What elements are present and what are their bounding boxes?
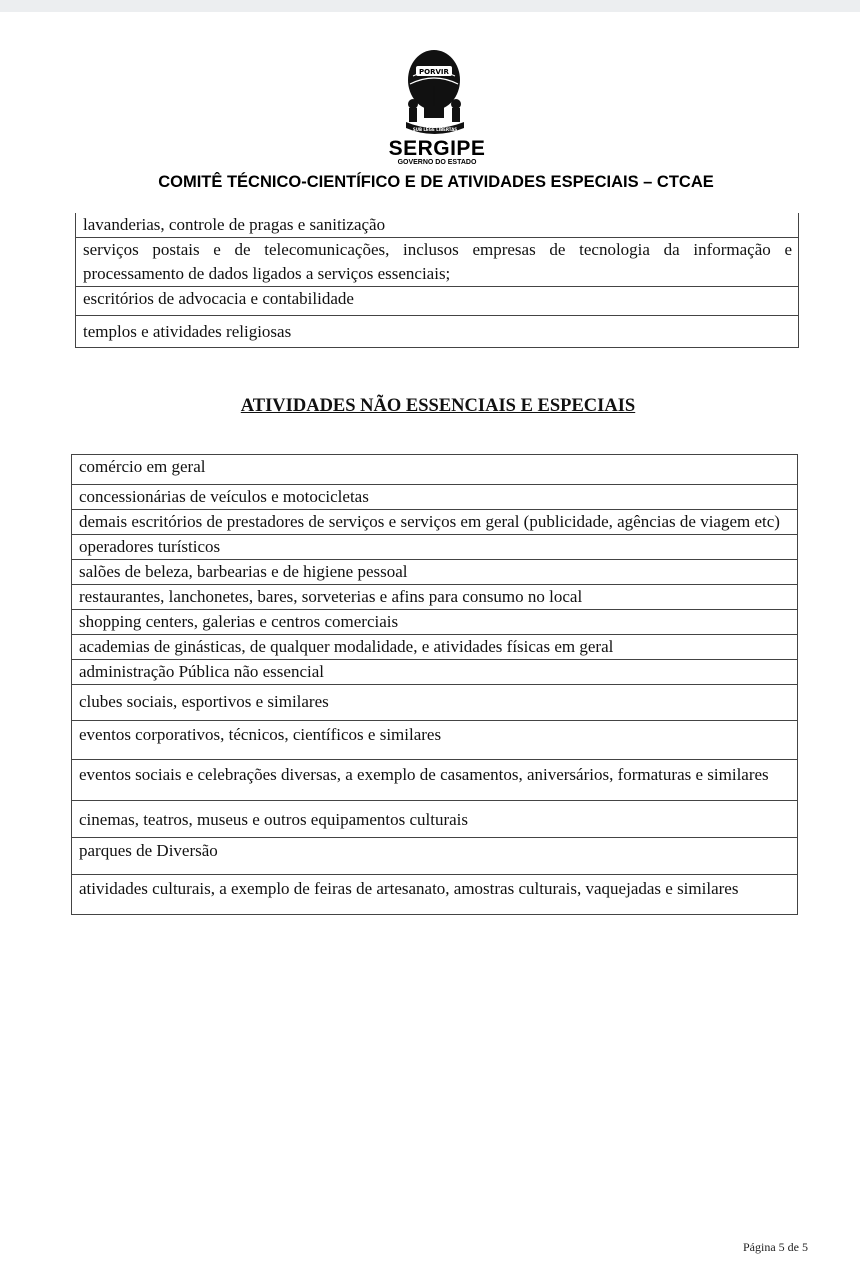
- table-cell: escritórios de advocacia e contabilidade: [76, 287, 799, 316]
- table-cell: serviços postais e de telecomunicações, inclusos empresas de tecnologia da informação e processamento de dados ligados a serviços essenciais;: [76, 238, 799, 287]
- table-row: [76, 238, 799, 287]
- table-row: [72, 485, 798, 510]
- table-cell: comércio em geral: [72, 455, 798, 485]
- table-row: [72, 560, 798, 585]
- table-row: [72, 801, 798, 838]
- table-row: [72, 685, 798, 721]
- brand-subtitle: GOVERNO DO ESTADO: [397, 159, 477, 166]
- table-row: [72, 838, 798, 875]
- table-cell: restaurantes, lanchonetes, bares, sorveterias e afins para consumo no local: [72, 585, 798, 610]
- table-cell: parques de Diversão: [72, 838, 798, 875]
- table-row: [72, 635, 798, 660]
- table-row: [72, 455, 798, 485]
- logo-motto: PORVIR: [419, 68, 449, 76]
- table-row: [72, 510, 798, 535]
- table-cell: cinemas, teatros, museus e outros equipamentos culturais: [72, 801, 798, 838]
- table-cell: operadores turísticos: [72, 535, 798, 560]
- page-number: Página 5 de 5: [743, 1240, 808, 1254]
- essential-activities-table: [75, 213, 799, 348]
- table-row: [76, 316, 799, 348]
- table-row: [72, 610, 798, 635]
- table-cell: atividades culturais, a exemplo de feiras de artesanato, amostras culturais, vaquejadas e similares: [72, 875, 798, 915]
- table-cell: demais escritórios de prestadores de serviços e serviços em geral (publicidade, agências de viagem etc): [72, 510, 798, 535]
- table-row: [72, 721, 798, 760]
- section-heading: ATIVIDADES NÃO ESSENCIAIS E ESPECIAIS: [240, 396, 636, 416]
- table-cell: templos e atividades religiosas: [76, 316, 799, 348]
- non-essential-activities-table: [71, 454, 798, 915]
- logo-ribbon: SUB LEGE LIBERTAS: [412, 127, 458, 132]
- table-cell: shopping centers, galerias e centros comerciais: [72, 610, 798, 635]
- table-cell: salões de beleza, barbearias e de higiene pessoal: [72, 560, 798, 585]
- table-cell: eventos sociais e celebrações diversas, a exemplo de casamentos, aniversários, formaturas e similares: [72, 760, 798, 801]
- table-row: [72, 535, 798, 560]
- table-row: [72, 660, 798, 685]
- viewer-top-bar: [0, 0, 860, 12]
- table-cell: lavanderias, controle de pragas e sanitização: [76, 213, 799, 238]
- table-cell: clubes sociais, esportivos e similares: [72, 685, 798, 721]
- table-cell: eventos corporativos, técnicos, científicos e similares: [72, 721, 798, 760]
- table-cell: administração Pública não essencial: [72, 660, 798, 685]
- brand-name: SERGIPE: [388, 137, 486, 160]
- table-row: [72, 875, 798, 915]
- table-cell: concessionárias de veículos e motocicletas: [72, 485, 798, 510]
- table-cell: academias de ginásticas, de qualquer modalidade, e atividades físicas em geral: [72, 635, 798, 660]
- table-row: [76, 287, 799, 316]
- table-row: [76, 213, 799, 238]
- table-row: [72, 585, 798, 610]
- table-row: [72, 760, 798, 801]
- committee-title: COMITÊ TÉCNICO-CIENTÍFICO E DE ATIVIDADES ESPECIAIS – CTCAE: [158, 173, 714, 191]
